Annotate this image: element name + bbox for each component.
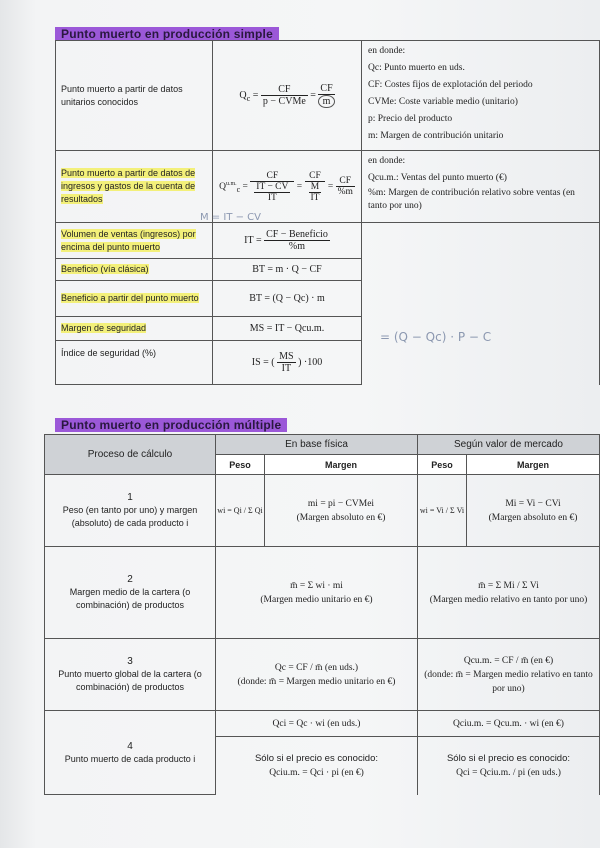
- row-label: Punto muerto a partir de datos unitarios conocidos: [56, 41, 213, 151]
- formula-lhs: Q: [239, 89, 247, 101]
- desc-line: CVMe: Coste variable medio (unitario): [368, 97, 518, 107]
- header-fisica: En base física: [216, 435, 418, 455]
- subheader-margen: Margen: [265, 455, 418, 475]
- formula-weight-physical: wi = Qi / Σ Qi: [216, 475, 265, 547]
- formula-text: mi = pi − CVMei: [307, 498, 375, 509]
- fraction: [252, 182, 292, 203]
- table-row: [56, 223, 600, 259]
- formula-benefit-pm: BT = (Q − Qc) · m: [213, 281, 362, 317]
- empty-cell: [362, 223, 600, 385]
- fraction: [250, 171, 294, 203]
- step-cell: [45, 639, 216, 711]
- fraction: [277, 351, 295, 374]
- row-label-text: Volumen de ventas (ingresos) por encima del punto muerto: [61, 228, 196, 252]
- formula-note: (donde: m̄ = Margen medio unitario en €): [237, 676, 396, 687]
- fraction-num: CF − Beneficio: [266, 229, 328, 240]
- desc-line: en donde:: [368, 156, 406, 166]
- fraction-den: IT: [310, 192, 320, 203]
- row-label: [56, 281, 213, 317]
- row-label-text: Beneficio (vía clásica): [61, 264, 149, 274]
- fraction: [307, 182, 324, 203]
- step-cell: [45, 475, 216, 547]
- formula-lhs: IS: [251, 356, 261, 368]
- table-row: [56, 151, 600, 223]
- fraction-den: IT: [267, 192, 277, 203]
- handwritten-note: = (Q − Qc) · P − C: [380, 330, 492, 344]
- step-label: Punto muerto global de la cartera (o combinación) de productos: [58, 669, 202, 692]
- simple-table: [55, 40, 600, 385]
- desc-line: %m: Margen de contribución relativo sobre ventas (en tanto por uno): [368, 188, 575, 211]
- row-label-text: Beneficio a partir del punto muerto: [61, 293, 199, 303]
- subheader-peso: Peso: [216, 455, 265, 475]
- desc-line: CF: Costes fijos de explotación del periodo: [368, 80, 533, 90]
- formula-note: (Margen medio relativo en tanto por uno): [429, 594, 588, 605]
- table-row: [45, 639, 600, 711]
- step-number: 1: [127, 492, 133, 503]
- row-description: [362, 41, 600, 151]
- formula-sub: c: [236, 184, 241, 194]
- formula-text: Qci = Qciu.m. / pi (en uds.): [456, 767, 561, 778]
- row-label: [56, 259, 213, 281]
- fraction-num: CF: [261, 84, 308, 96]
- formula-text: m̄ = Σ wi · mi: [290, 580, 343, 591]
- desc-line: Qc: Punto muerto en uds.: [368, 63, 465, 73]
- formula-text: Qc = CF / m̄ (en uds.): [274, 662, 359, 673]
- fraction-num: MS: [279, 351, 294, 362]
- formula-tail: ·100: [303, 356, 323, 368]
- formula-note: Sólo si el precio es conocido:: [446, 752, 571, 764]
- header-proceso: Proceso de cálculo: [45, 435, 216, 475]
- handwritten-note: M = IT − CV: [200, 212, 261, 223]
- formula-avg-market: [418, 547, 600, 639]
- table-row: [45, 475, 600, 547]
- fraction-den: IT: [281, 363, 292, 374]
- formula-text: Qciu.m. = Qci · pi (en €): [269, 767, 364, 778]
- row-description: [362, 151, 600, 223]
- step-cell: [45, 711, 216, 795]
- row-label: Índice de seguridad (%): [56, 341, 213, 385]
- row-label-text: Margen de seguridad: [61, 323, 147, 333]
- formula-unit: $Q_c$ = $\frac{CF}{\text{p − CVMe}}$ = $\frac{CF}{m}$: [213, 41, 362, 151]
- subheader-margen: Margen: [467, 455, 600, 475]
- fraction-den: %m: [337, 187, 353, 197]
- formula-text: Mi = Vi − CVi: [505, 498, 561, 509]
- formula-weight-market: wi = Vi / Σ Vi: [418, 475, 467, 547]
- row-label: [56, 223, 213, 259]
- formula-price-physical: [216, 737, 418, 795]
- fraction-num: CF: [336, 176, 355, 187]
- step-number: 4: [127, 740, 133, 752]
- formula-margin-physical: [265, 475, 418, 547]
- fraction: [318, 83, 334, 108]
- desc-line: Qcu.m.: Ventas del punto muerto (€): [368, 173, 507, 183]
- fraction-den: [250, 182, 294, 203]
- fraction-den: [305, 182, 326, 203]
- table-row: [45, 711, 600, 737]
- fraction-num: CF: [320, 83, 333, 94]
- formula-avg-physical: [216, 547, 418, 639]
- row-label: [56, 151, 213, 223]
- formula-sup: u.m.: [225, 180, 237, 187]
- formula-global-physical: [216, 639, 418, 711]
- formula-text: Qcu.m. = CF / m̄ (en €): [463, 655, 554, 666]
- fraction: [305, 171, 326, 203]
- formula-note: Sólo si el precio es conocido:: [254, 752, 379, 764]
- step-cell: [45, 547, 216, 639]
- formula-product-market: Qciu.m. = Qcu.m. · wi (en €): [418, 711, 600, 737]
- fraction-num: M: [309, 182, 322, 193]
- step-label: Peso (en tanto por uno) y margen (absoluto) de cada producto i: [62, 505, 198, 528]
- formula-safety-margin: MS = IT − Qcu.m.: [213, 317, 362, 341]
- header-mercado: Según valor de mercado: [418, 435, 600, 455]
- step-label: Margen medio de la cartera (o combinación) de productos: [69, 587, 191, 610]
- formula-text: m̄ = Σ Mi / Σ Vi: [478, 580, 539, 591]
- step-number: 3: [127, 656, 133, 667]
- formula-note: (donde: m̄ = Margen medio relativo en tanto por uno): [424, 669, 593, 694]
- fraction-den: m: [318, 95, 334, 108]
- formula-global-market: [418, 639, 600, 711]
- row-label: [56, 317, 213, 341]
- formula-margin-market: [467, 475, 600, 547]
- formula-price-market: [418, 737, 600, 795]
- fraction-num: IT − CV: [256, 181, 289, 192]
- multiple-table: [44, 434, 600, 795]
- formula-income: $Q^{u.m.}_c$ = CF IT − CV IT = CF M IT = $\frac{CF}{\%m}$: [213, 151, 362, 223]
- fraction-num: CF: [305, 171, 326, 182]
- fraction: [336, 176, 355, 197]
- fraction: [264, 229, 330, 252]
- formula-sub: c: [246, 93, 251, 103]
- formula-note: (Margen medio unitario en €): [260, 594, 373, 605]
- step-label: Punto muerto de cada producto i: [64, 753, 196, 764]
- row-label-text: Punto muerto a partir de datos de ingresos y gastos de la cuenta de resultados: [61, 168, 196, 204]
- section-title-simple: Punto muerto en producción simple: [55, 27, 279, 41]
- desc-line: p: Precio del producto: [368, 114, 453, 124]
- formula-note: (Margen absoluto en €): [488, 512, 578, 523]
- desc-line: en donde:: [368, 46, 406, 56]
- desc-line: m: Margen de contribución unitario: [368, 131, 504, 141]
- fraction-den: %m: [288, 241, 305, 252]
- table-header-row: [45, 435, 600, 455]
- formula-product-physical: Qci = Qc · wi (en uds.): [216, 711, 418, 737]
- formula-lhs: Q: [219, 181, 226, 192]
- table-row: [56, 41, 600, 151]
- formula-benefit: BT = m · Q − CF: [213, 259, 362, 281]
- subheader-peso: Peso: [418, 455, 467, 475]
- fraction-num: CF: [250, 171, 294, 182]
- formula-lhs: IT: [244, 234, 254, 246]
- formula-safety-index: IS = ( $\frac{MS}{IT}$ ) ·100: [213, 341, 362, 385]
- fraction: [261, 84, 308, 107]
- step-number: 2: [127, 574, 133, 585]
- section-title-multiple: Punto muerto en producción múltiple: [55, 418, 287, 432]
- fraction-den: p − CVMe: [262, 96, 306, 107]
- table-row: [45, 547, 600, 639]
- formula-volume: IT = $\frac{\text{CF − Beneficio}}{\%m}$: [213, 223, 362, 259]
- formula-note: (Margen absoluto en €): [296, 512, 386, 523]
